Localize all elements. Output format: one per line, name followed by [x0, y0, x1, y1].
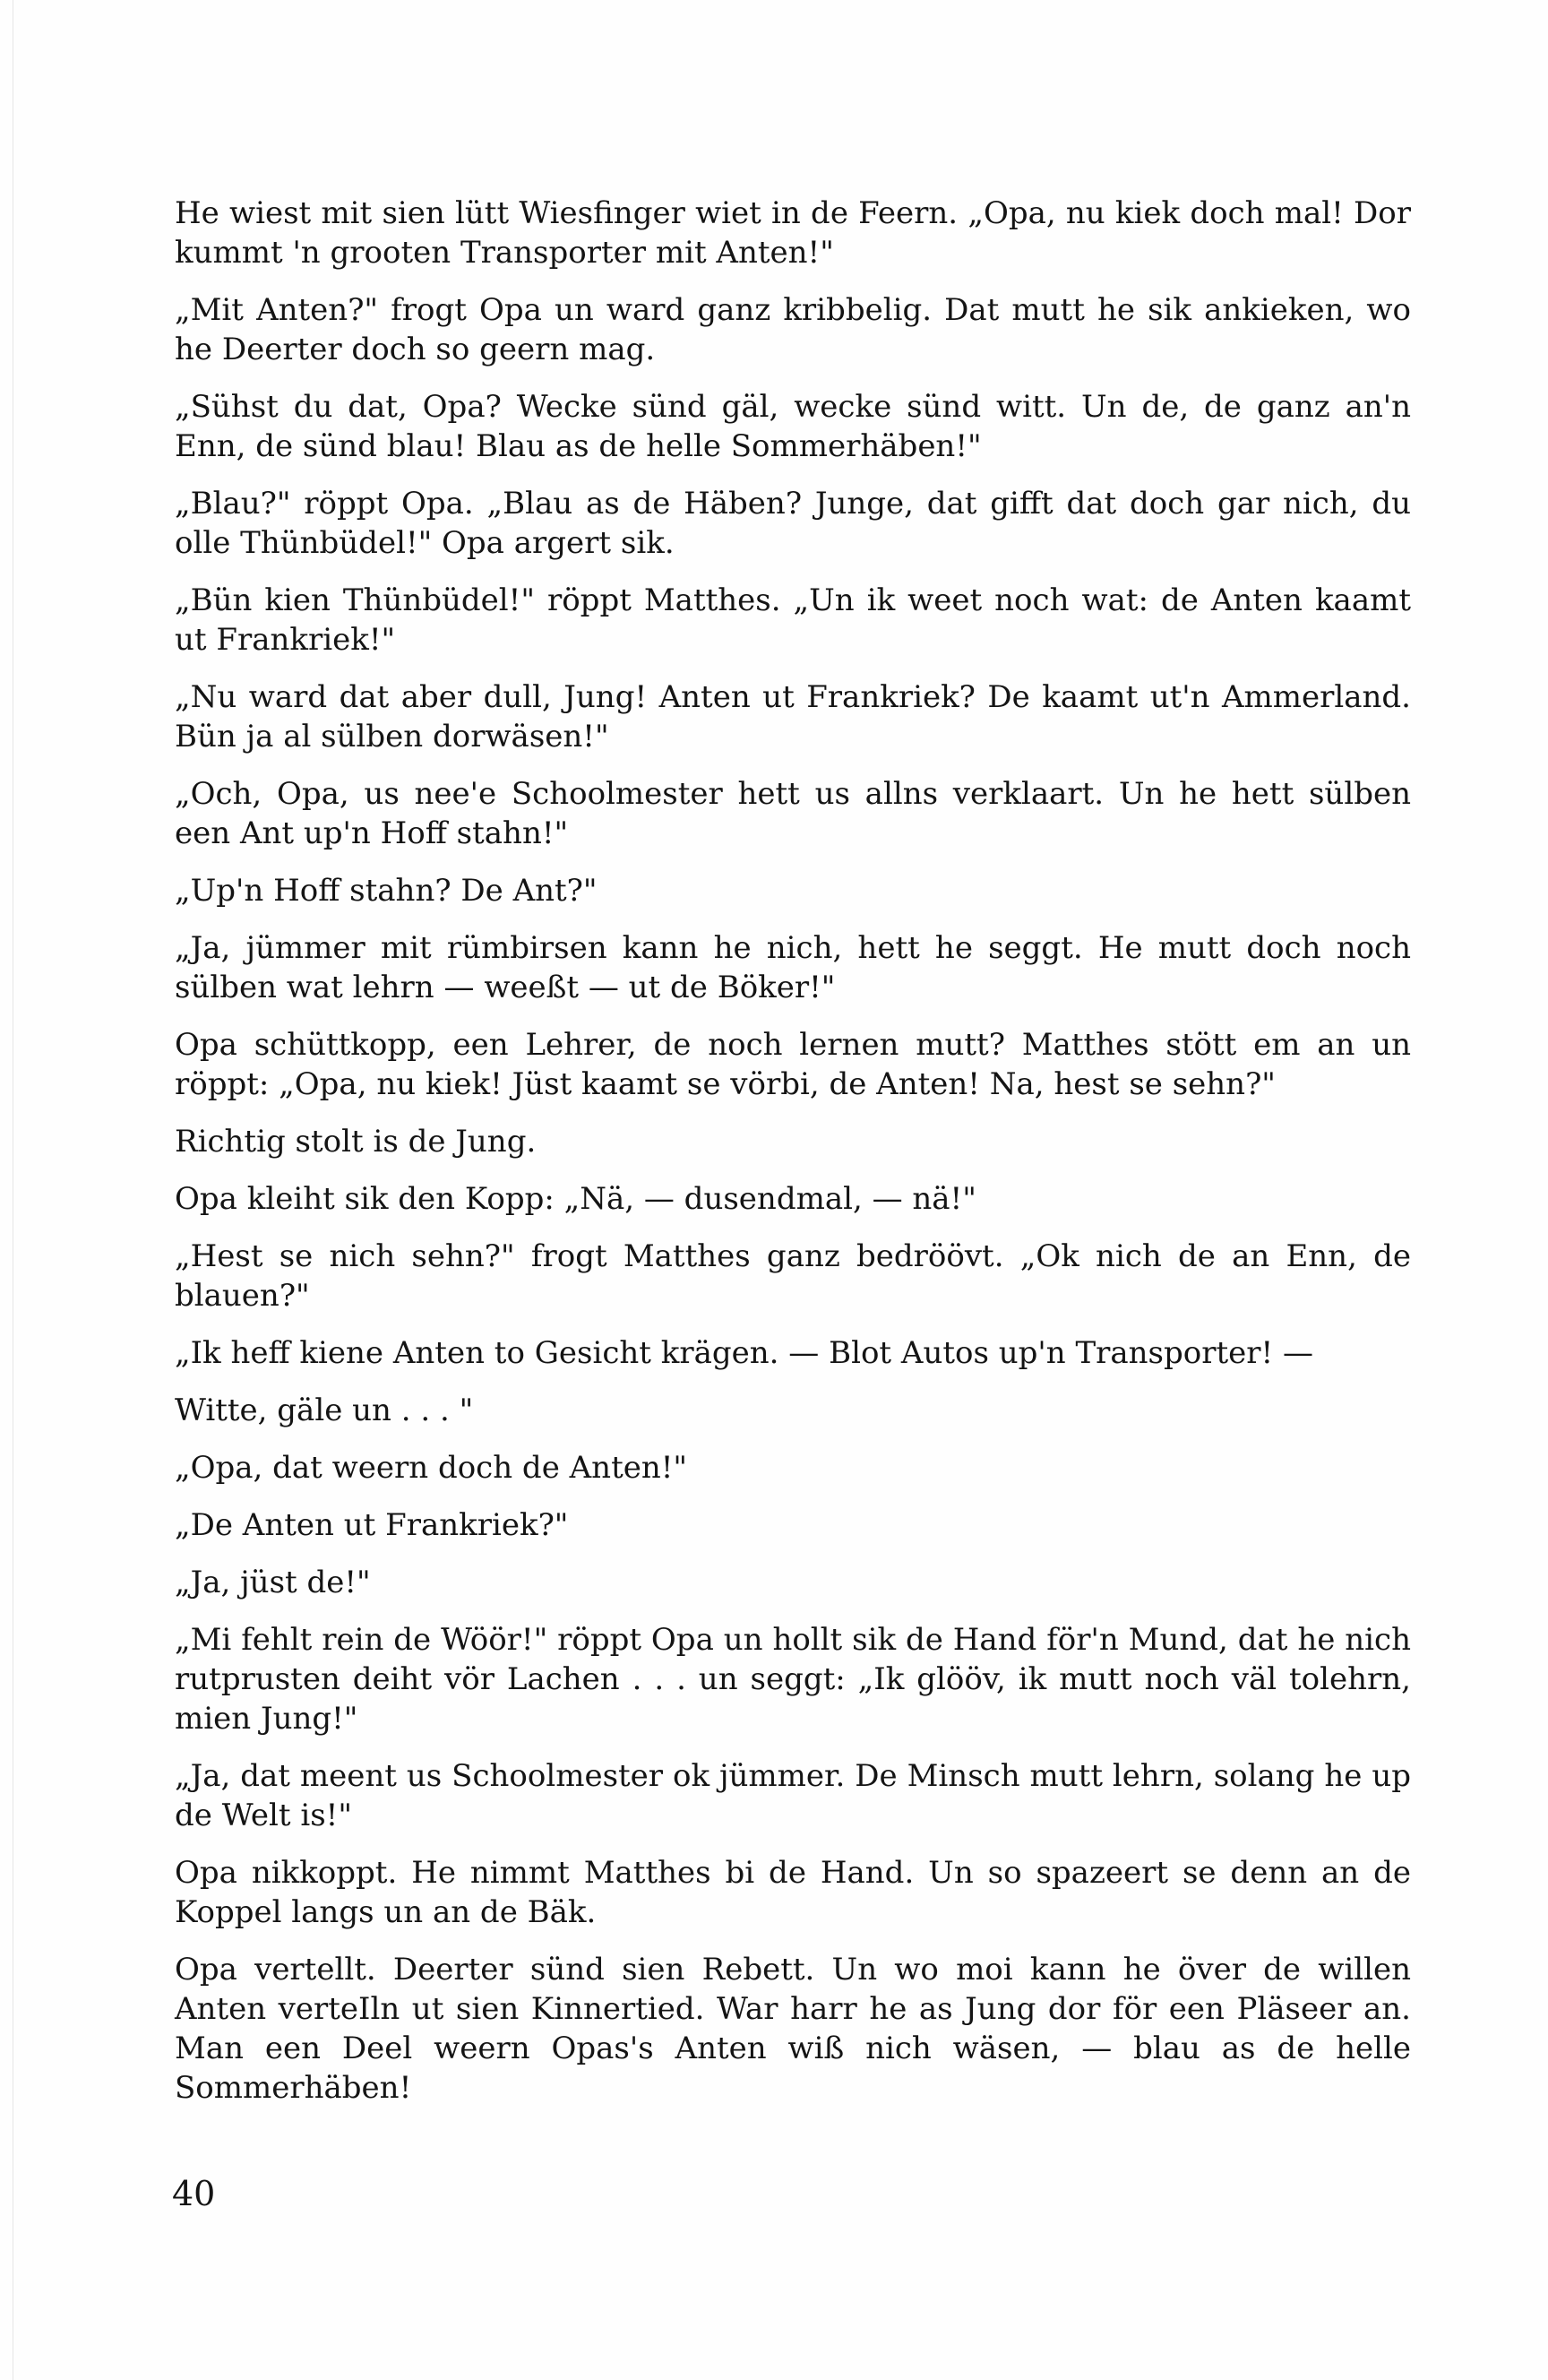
paragraph: „Sühst du dat, Opa? Wecke sünd gäl, wecke sünd witt. Un de, de ganz an'n Enn, de sünd blau! Blau as de helle Sommerhäben!": [175, 389, 1411, 464]
paragraph: Opa nikkoppt. He nimmt Matthes bi de Hand. Un so spazeert se denn an de Koppel langs un an de Bäk.: [175, 1855, 1411, 1930]
paragraph: „Up'n Hoff stahn? De Ant?": [175, 873, 598, 909]
paragraph: Opa vertellt. Deerter sünd sien Rebett. Un wo moi kann he över de willen Anten verteIln ut sien Kinnertied. War harr he as Jung dor för een Pläseer an. Man een Deel weern Opas's Anten wiß nich wäsen, — blau as de helle Sommerhäben!: [175, 1952, 1411, 2106]
paragraph: „Mi fehlt rein de Wöör!" röppt Opa un hollt sik de Hand för'n Mund, dat he nich rutprusten deiht vör Lachen . . . un seggt: „Ik glööv, ik mutt noch väl tolehrn, mien Jung!": [175, 1622, 1411, 1737]
paragraph: Opa kleiht sik den Kopp: „Nä, — dusendmal, — nä!": [175, 1181, 976, 1217]
paragraph: He wiest mit sien lütt Wiesfinger wiet in de Feern. „Opa, nu kiek doch mal! Dor kummt 'n grooten Transporter mit Anten!": [175, 195, 1411, 271]
paragraph: Richtig stolt is de Jung.: [175, 1124, 537, 1160]
paragraph: Opa schüttkopp, een Lehrer, de noch lernen mutt? Matthes stött em an un röppt: „Opa, nu kiek! Jüst kaamt se vörbi, de Anten! Na, hest se sehn?": [175, 1027, 1411, 1102]
body-text: [175, 194, 1411, 2126]
paragraph: „Ik heff kiene Anten to Gesicht krägen. — Blot Autos up'n Transporter! —: [175, 1335, 1313, 1371]
paragraph: „Hest se nich sehn?" frogt Matthes ganz bedröövt. „Ok nich de an Enn, de blauen?": [175, 1238, 1411, 1314]
paragraph: „De Anten ut Frankriek?": [175, 1507, 569, 1543]
page-number: 40: [172, 2174, 216, 2213]
paragraph: „Nu ward dat aber dull, Jung! Anten ut Frankriek? De kaamt ut'n Ammerland. Bün ja al sülben dorwäsen!": [175, 679, 1411, 755]
paragraph: „Bün kien Thünbüdel!" röppt Matthes. „Un ik weet noch wat: de Anten kaamt ut Frankriek!": [175, 582, 1411, 658]
paragraph: „Ja, jümmer mit rümbirsen kann he nich, hett he seggt. He mutt doch noch sülben wat lehrn — weeßt — ut de Böker!": [175, 930, 1411, 1005]
paragraph: „Ja, dat meent us Schoolmester ok jümmer. De Minsch mutt lehrn, solang he up de Welt is!": [175, 1758, 1411, 1833]
paragraph: „Och, Opa, us nee'e Schoolmester hett us allns verklaart. Un he hett sülben een Ant up'n Hoff stahn!": [175, 776, 1411, 851]
paragraph: „Ja, jüst de!": [175, 1565, 371, 1600]
paragraph: „Mit Anten?" frogt Opa un ward ganz kribbelig. Dat mutt he sik ankieken, wo he Deerter doch so geern mag.: [175, 292, 1411, 367]
paragraph: „Opa, dat weern doch de Anten!": [175, 1450, 688, 1486]
paragraph: Witte, gäle un . . . ": [175, 1393, 474, 1428]
paragraph: „Blau?" röppt Opa. „Blau as de Häben? Junge, dat gifft dat doch gar nich, du olle Thünbüdel!" Opa argert sik.: [175, 486, 1411, 561]
